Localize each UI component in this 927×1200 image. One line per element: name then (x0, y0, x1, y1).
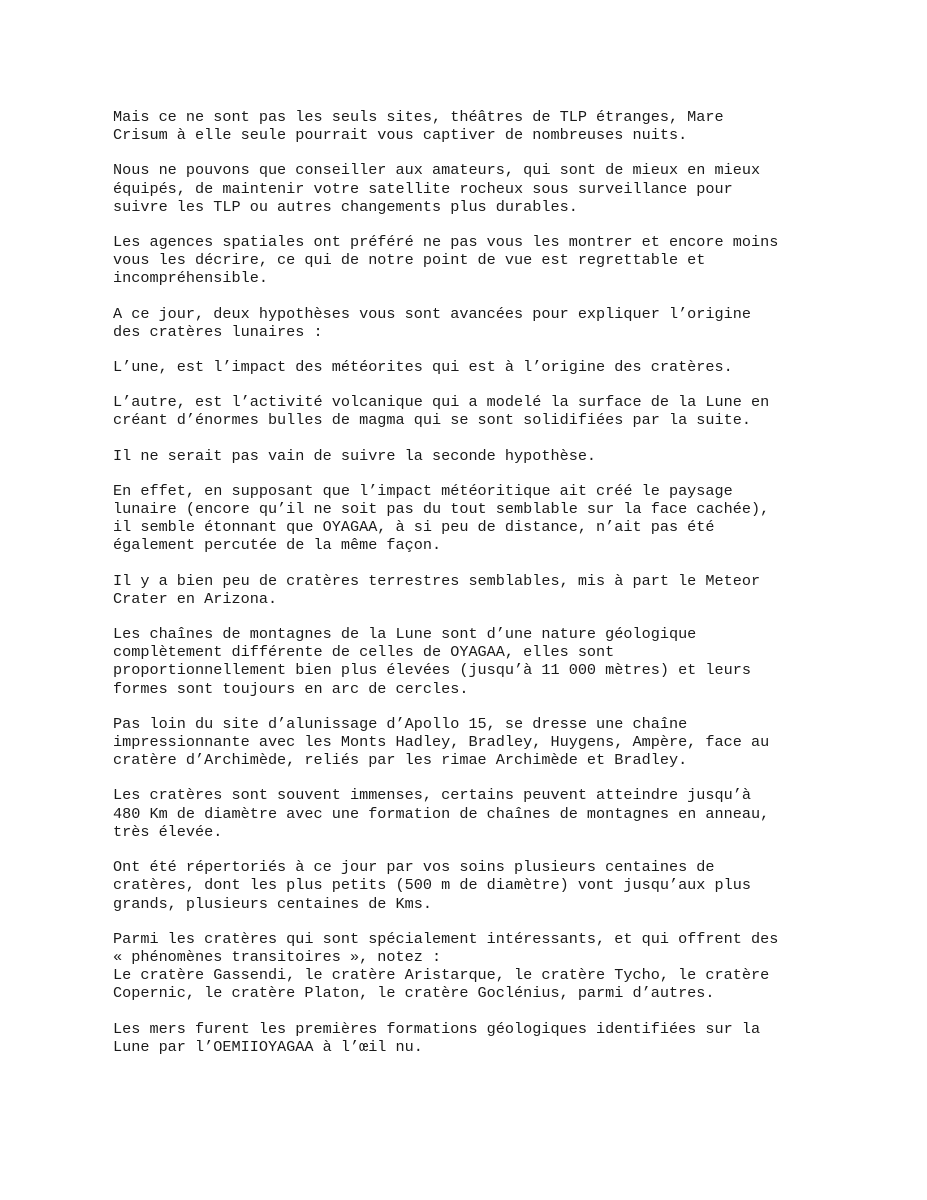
text-line: Lune par l’OEMIIOYAGAA à l’œil nu. (113, 1037, 423, 1056)
text-line: Le cratère Gassendi, le cratère Aristarque, le cratère Tycho, le cratère (113, 966, 770, 985)
text-line: incompréhensible. (113, 269, 268, 288)
text-line: « phénomènes transitoires », notez : (113, 947, 442, 966)
paragraph (113, 625, 833, 698)
text-line: il semble étonnant que OYAGAA, à si peu de distance, n’ait pas été (113, 518, 715, 537)
text-line: complètement différente de celles de OYAGAA, elles sont (113, 643, 615, 662)
text-line: L’une, est l’impact des météorites qui est à l’origine des cratères. (113, 358, 733, 377)
text-line: Pas loin du site d’alunissage d’Apollo 15, se dresse une chaîne (113, 714, 688, 733)
text-line: grands, plusieurs centaines de Kms. (113, 894, 432, 913)
text-line: Crater en Arizona. (113, 589, 278, 608)
paragraph (113, 447, 833, 465)
text-line: L’autre, est l’activité volcanique qui a modelé la surface de la Lune en (113, 393, 770, 412)
text-line: lunaire (encore qu’il ne soit pas du tout semblable sur la face cachée), (113, 500, 770, 519)
text-line: Nous ne pouvons que conseiller aux amateurs, qui sont de mieux en mieux (113, 161, 761, 180)
text-line: Les mers furent les premières formations géologiques identifiées sur la (113, 1019, 761, 1038)
text-line: Crisum à elle seule pourrait vous captiver de nombreuses nuits. (113, 126, 688, 145)
paragraph (113, 161, 833, 216)
text-line: créant d’énormes bulles de magma qui se sont solidifiées par la suite. (113, 411, 751, 430)
paragraph (113, 233, 833, 288)
text-line: Ont été répertoriés à ce jour par vos soins plusieurs centaines de (113, 858, 715, 877)
text-line: cratère d’Archimède, reliés par les rimae Archimède et Bradley. (113, 751, 688, 770)
text-line: également percutée de la même façon. (113, 536, 442, 555)
text-line: Les cratères sont souvent immenses, certains peuvent atteindre jusqu’à (113, 786, 751, 805)
text-line: équipés, de maintenir votre satellite rocheux sous surveillance pour (113, 179, 733, 198)
text-line: Les agences spatiales ont préféré ne pas vous les montrer et encore moins (113, 233, 779, 252)
text-line: Les chaînes de montagnes de la Lune sont d’une nature géologique (113, 625, 697, 644)
paragraph (113, 786, 833, 841)
text-line: Copernic, le cratère Platon, le cratère Goclénius, parmi d’autres. (113, 984, 715, 1003)
paragraph (113, 858, 833, 913)
paragraph (113, 715, 833, 770)
text-line: des cratères lunaires : (113, 322, 323, 341)
paragraph (113, 930, 833, 1003)
text-line: vous les décrire, ce qui de notre point de vue est regrettable et (113, 251, 706, 270)
paragraph (113, 108, 833, 144)
paragraph (113, 572, 833, 608)
text-line: cratères, dont les plus petits (500 m de diamètre) vont jusqu’aux plus (113, 876, 751, 895)
paragraph (113, 393, 833, 429)
text-line: proportionnellement bien plus élevées (jusqu’à 11 000 mètres) et leurs (113, 661, 751, 680)
paragraph (113, 305, 833, 341)
text-line: Parmi les cratères qui sont spécialement intéressants, et qui offrent des (113, 929, 779, 948)
text-line: formes sont toujours en arc de cercles. (113, 679, 469, 698)
text-line: Mais ce ne sont pas les seuls sites, théâtres de TLP étranges, Mare (113, 108, 724, 126)
text-line: Il ne serait pas vain de suivre la seconde hypothèse. (113, 446, 597, 465)
paragraph (113, 482, 833, 555)
paragraph (113, 358, 833, 376)
text-line: très élevée. (113, 822, 223, 841)
paragraph (113, 1020, 833, 1056)
text-line: Il y a bien peu de cratères terrestres semblables, mis à part le Meteor (113, 571, 761, 590)
text-line: suivre les TLP ou autres changements plus durables. (113, 197, 578, 216)
body-text (113, 108, 833, 1056)
text-line: 480 Km de diamètre avec une formation de chaînes de montagnes en anneau, (113, 804, 770, 823)
text-line: impressionnante avec les Monts Hadley, Bradley, Huygens, Ampère, face au (113, 733, 770, 752)
text-line: A ce jour, deux hypothèses vous sont avancées pour expliquer l’origine (113, 304, 751, 323)
text-line: En effet, en supposant que l’impact météoritique ait créé le paysage (113, 481, 733, 500)
